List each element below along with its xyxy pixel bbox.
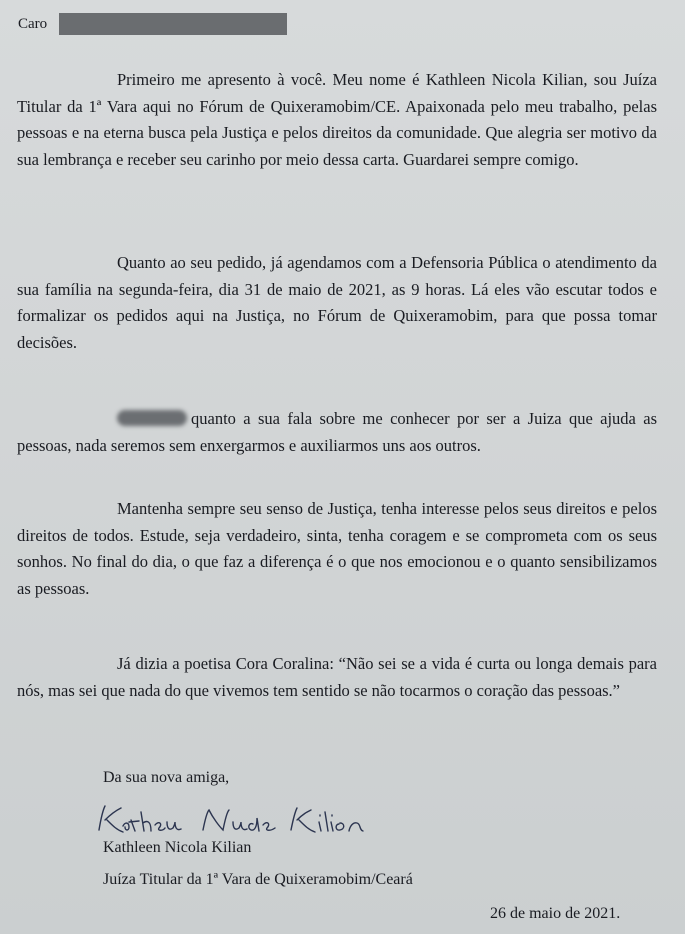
signer-title: Juíza Titular da 1ª Vara de Quixeramobim/Ceará [103, 871, 413, 888]
closing: Da sua nova amiga, [103, 769, 230, 786]
paragraph-request-text: Quanto ao seu pedido, já agendamos com a Defensoria Pública o atendimento da sua família na segunda-feira, dia 31 de maio de 2021, as 9 horas. Lá eles vão escutar todos e formalizar os pedidos aqui na Justiça, no Fórum de Quixeramobim, para que possa tomar decisões. [17, 253, 657, 352]
paragraph-introduction [17, 67, 657, 173]
paragraph-advice-text: Mantenha sempre seu senso de Justiça, tenha interesse pelos seus direitos e pelos direitos de todos. Estude, seja verdadeiro, sinta, tenha coragem e se comprometa com os seus sonhos. No final do dia, o que faz a diferença é o que nos emocionou e o quanto sensibilizamos as pessoas. [17, 499, 657, 598]
paragraph-request [17, 250, 657, 356]
letter-date: 26 de maio de 2021. [490, 905, 621, 922]
handwritten-signature [95, 800, 395, 840]
salutation [18, 13, 287, 35]
redacted-recipient-name [59, 13, 287, 35]
paragraph-introduction-text: Primeiro me apresento à você. Meu nome é Kathleen Nicola Kilian, sou Juíza Titular da 1ª Vara aqui no Fórum de Quixeramobim/CE. Apaixonada pelo meu trabalho, pelas pessoas e na eterna busca pela Justiça e pelos direitos da comunidade. Que alegria ser motivo da sua lembrança e receber seu carinho por meio dessa carta. Guardarei sempre comigo. [17, 70, 657, 169]
redacted-name [117, 410, 187, 426]
paragraph-response [17, 406, 657, 459]
paragraph-quote [17, 651, 657, 704]
salutation-text: Caro [18, 15, 48, 32]
paragraph-response-text: quanto a sua fala sobre me conhecer por ser a Juiza que ajuda as pessoas, nada seremos sem enxergarmos e auxiliarmos uns aos outros. [17, 409, 657, 455]
paragraph-quote-text: Já dizia a poetisa Cora Coralina: “Não sei se a vida é curta ou longa demais para nós, mas sei que nada do que vivemos tem sentido se não tocarmos o coração das pessoas.” [17, 654, 657, 700]
paragraph-advice [17, 496, 657, 602]
signer-name: Kathleen Nicola Kilian [103, 839, 252, 856]
